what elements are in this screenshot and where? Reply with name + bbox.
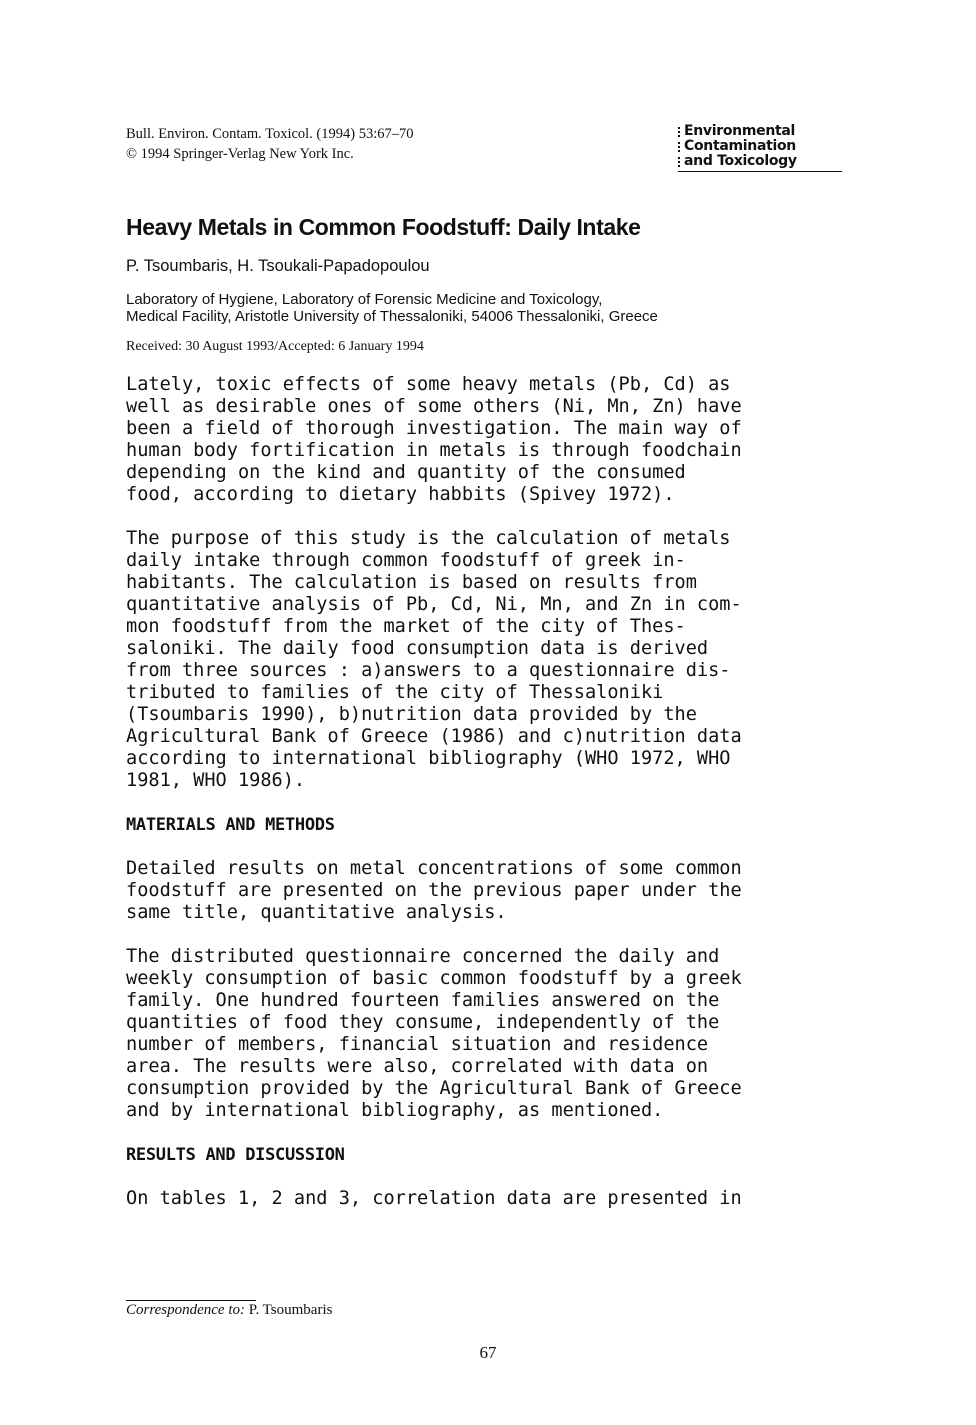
correspondence-label: Correspondence to:: [126, 1302, 246, 1318]
citation: [126, 124, 414, 164]
article-title: Heavy Metals in Common Foodstuff: Daily Intake: [126, 214, 641, 240]
journal-logo-line-3: and Toxicology: [678, 154, 842, 169]
journal-logo-line-2: Contamination: [678, 139, 842, 154]
correspondence-name: P. Tsoumbaris: [245, 1302, 333, 1318]
heading-results-discussion: RESULTS AND DISCUSSION: [126, 1145, 345, 1165]
journal-logo-line-1: Environmental: [678, 124, 842, 139]
correspondence-footnote: [126, 1302, 332, 1319]
page-number: 67: [479, 1343, 497, 1362]
article-affiliation: [126, 291, 846, 325]
article-authors: P. Tsoumbaris, H. Tsoukali-Papadopoulou: [126, 257, 430, 275]
citation-line-1: Bull. Environ. Contam. Toxicol. (1994) 53:67–70: [126, 126, 414, 142]
paragraph-methods-1: Detailed results on metal concentrations of some common foodstuff are presented on the previous paper under the same title, quantitative analysis.: [126, 858, 742, 923]
article-page: [126, 118, 846, 1210]
footnote-rule: [126, 1300, 256, 1301]
received-accepted-dates: Received: 30 August 1993/Accepted: 6 January 1994: [126, 339, 424, 354]
affiliation-line-1: Laboratory of Hygiene, Laboratory of Forensic Medicine and Toxicology,: [126, 291, 603, 308]
page-header: [126, 118, 846, 180]
citation-line-2: © 1994 Springer-Verlag New York Inc.: [126, 146, 354, 162]
heading-materials-methods: MATERIALS AND METHODS: [126, 815, 335, 835]
journal-logo: [678, 124, 842, 172]
paragraph-introduction: Lately, toxic effects of some heavy metals (Pb, Cd) as well as desirable ones of some others (Ni, Mn, Zn) have been a field of thorough investigation. The main way of human body fortification in metals is through foodchain depending on the kind and quantity of the consumed food, according to dietary habbits (Spivey 1972).: [126, 374, 742, 505]
affiliation-line-2: Medical Facility, Aristotle University of Thessaloniki, 54006 Thessaloniki, Greece: [126, 308, 658, 325]
paragraph-results: On tables 1, 2 and 3, correlation data are presented in: [126, 1188, 742, 1209]
paragraph-purpose: The purpose of this study is the calculation of metals daily intake through common foodstuff of greek in- habitants. The calculation is based on results from quantitative analysis of Pb, Cd, Ni, Mn, and Zn in com- mon foodstuff from the market of the city of Thes- saloniki. The daily food consumption data is derived from three sources : a)answers to a questionnaire dis- tributed to families of the city of Thessaloniki (Tsoumbaris 1990), b)nutrition data provided by the Agricultural Bank of Greece (1986) and c)nutrition data according to international bibliography (WHO 1972, WHO 1981, WHO 1986).: [126, 528, 742, 791]
paragraph-methods-2: The distributed questionnaire concerned the daily and weekly consumption of basic common foodstuff by a greek family. One hundred fourteen families answered on the quantities of food they consume, independently of the number of members, financial situation and residence area. The results were also, correlated with data on consumption provided by the Agricultural Bank of Greece and by international bibliography, as mentioned.: [126, 946, 742, 1121]
